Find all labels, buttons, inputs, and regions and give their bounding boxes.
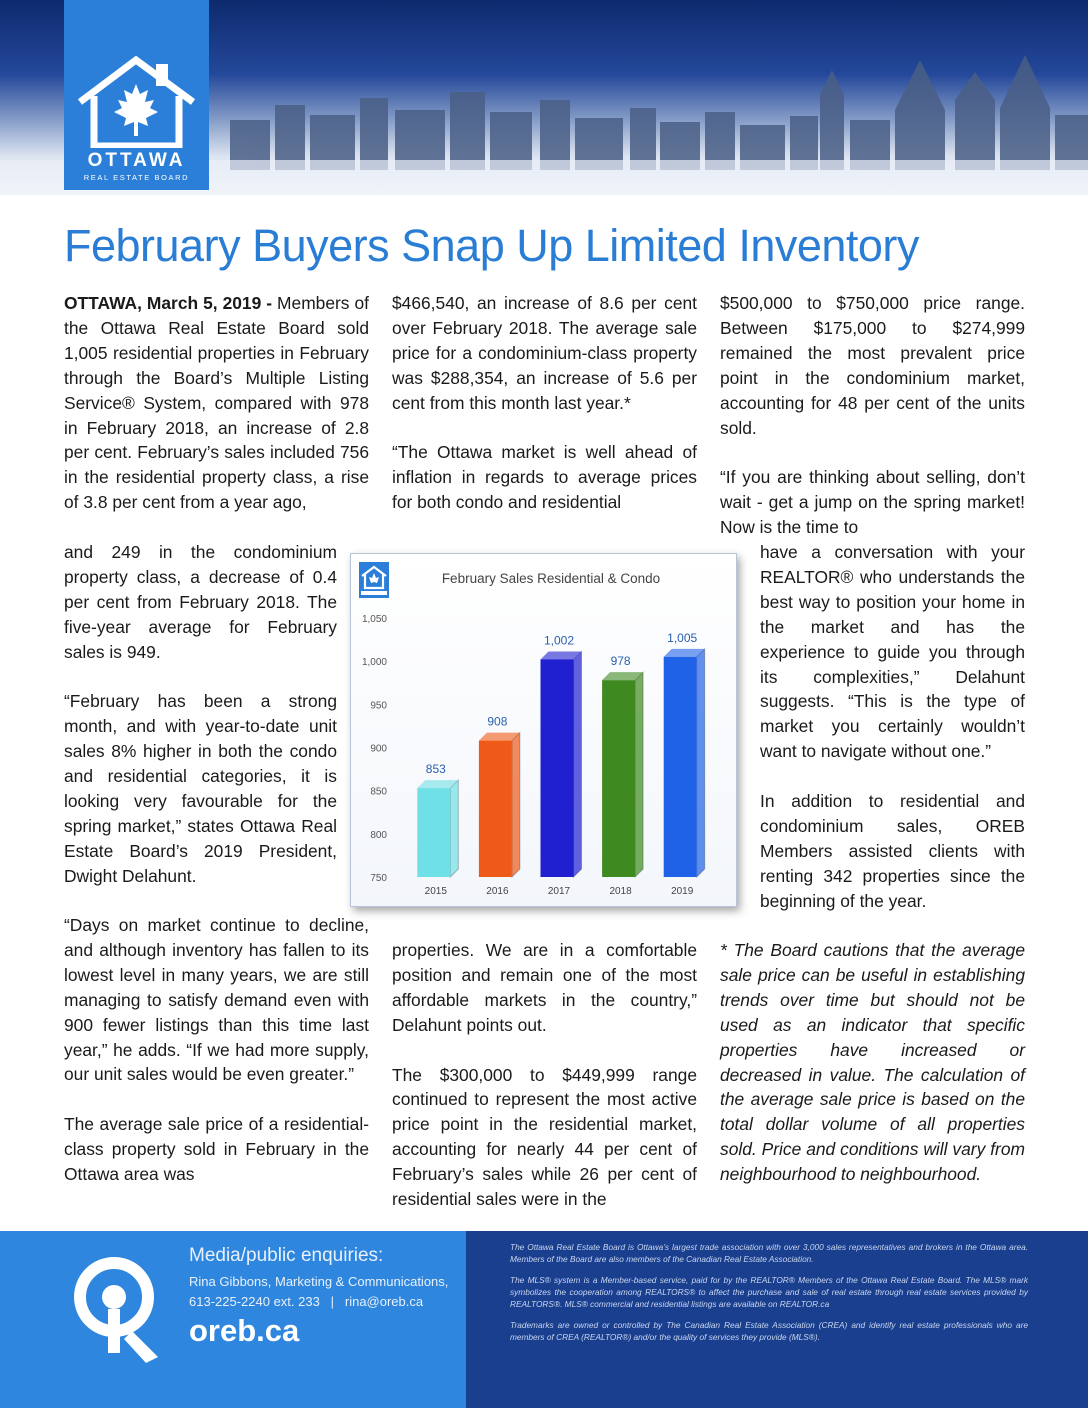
y-tick-label: 1,050 [361,614,387,625]
legal-text-3: Trademarks are owned or controlled by The Canadian Real Estate Association (CREA) and identify real estate professionals who are members of CREA (REALTOR®) and/or the quality of services they provide (MLS®). [510,1320,1028,1342]
paragraph-1-end: and 249 in the condominium property class, a decrease of 0.4 per cent from February 2018. The five-year average for February sales is 949. [64,542,337,662]
bar-2019 [664,649,705,877]
dateline: OTTAWA, March 5, 2019 - [64,293,273,313]
chart-title: February Sales Residential & Condo [441,571,661,586]
bar-2017 [541,651,582,877]
house-maple-leaf-icon [74,56,199,148]
value-label-2017: 1,002 [543,633,575,648]
contact-phone-email: 613-225-2240 ext. 233 | rina@oreb.ca [189,1294,424,1309]
x-tick-label: 2018 [609,886,632,897]
value-label-2015: 853 [425,762,446,777]
x-tick-label: 2016 [486,886,509,897]
column-2-top [392,291,697,515]
website-link[interactable]: oreb.ca [189,1313,300,1348]
paragraph-1-start: Members of the Ottawa Real Estate Board sold 1,005 residential properties in February through the Board’s Multiple Listing Service® System, compared with 978 in February 2018, an increase of 2.8 per cent. February’s sales included 756 in the residential property class, a rise of 3.8 per cent from a year ago, [64,293,369,513]
bar-2015 [417,780,458,877]
paragraph-3: “Days on market continue to decline, and although inventory has fallen to its lowest level in many years, we are still managing to satisfy demand even with 900 fewer listings than this time last year,” he adds. “If we had more supply, our unit sales would be even greater.” [64,915,369,1085]
value-label-2016: 908 [487,714,508,729]
y-tick-label: 850 [370,786,387,798]
y-tick-label: 950 [370,700,387,712]
column-1-bottom [64,913,369,1187]
column-1-top [64,291,369,515]
y-tick-label: 900 [370,743,387,755]
chart-plot [351,554,736,906]
sales-chart [350,553,737,907]
enquiries-title: Media/public enquiries: [189,1245,384,1266]
paragraph-11-disclaimer: * The Board cautions that the average sale price can be useful in establishing trends over time but should not be used as an indicator that specific properties have increased or decreased in value. The calculation of the average sale price is based on the total dollar volume of all properties sold. Price and conditions will vary from neighbourhood to neighbourhood. [720,940,1025,1185]
bar-2016 [479,733,520,877]
column-3-wrap [760,540,1025,914]
y-tick-label: 750 [370,873,387,884]
paragraph-6-start: “The Ottawa market is well ahead of inflation in regards to average prices for both condo and residential [392,442,697,513]
column-3-disclaimer [720,938,1025,1187]
y-tick-label: 1,000 [361,657,387,669]
value-label-2019: 1,005 [667,630,698,645]
oreb-logo [64,0,209,190]
headline: February Buyers Snap Up Limited Inventory [64,220,919,271]
bar-2018 [602,672,643,877]
value-label-2018: 978 [610,654,631,669]
x-tick-label: 2015 [424,886,447,897]
paragraph-8: $500,000 to $750,000 price range. Between $175,000 to $274,999 remained the most prevalent price point in the condominium market, accounting for 48 per cent of the units sold. [720,293,1025,438]
logo-subtitle: REAL ESTATE BOARD [83,173,190,182]
x-tick-label: 2017 [547,886,571,897]
paragraph-9-end: have a conversation with your REALTOR® who understands the best way to position your home in the market and has the experience to guide you through its complexities,” Delahunt suggests. “This is the type of market you certainly wouldn’t want to navigate without one.” [760,542,1025,762]
logo-name: OTTAWA [87,150,186,171]
paragraph-5: $466,540, an increase of 8.6 per cent over February 2018. The average sale price for a condominium-class property was $288,354, an increase of 5.6 per cent from this month last year.* [392,293,697,413]
column-1-wrap [64,540,337,889]
oreb-key-icon [70,1253,162,1365]
x-tick-label: 2019 [671,886,694,897]
footer [0,1231,1088,1408]
paragraph-7: The $300,000 to $449,999 range continued to represent the most active price point in the residential market, accounting for nearly 44 per cent of February’s sales while 26 per cent of residential sales were in the [392,1064,697,1210]
y-tick-label: 800 [370,829,387,841]
legal-text-1: The Ottawa Real Estate Board is Ottawa’s largest trade association with over 3,000 sales representatives and brokers in the Ottawa area. Members of the Board are also members of the Canadian Real Estate Association. [510,1242,1028,1264]
paragraph-4: The average sale price of a residential-class property sold in February in the Ottawa area was [64,1114,369,1185]
legal-text-2: The MLS® system is a Member-based service, paid for by the REALTOR® Members of the Ottawa Real Estate Board. The MLS® mark symbolizes the cooperation among REALTORS® to affect the purchase and sale of real estate through real estate services provided by REALTORS®. MLS® commercial and residential listings are available on REALTOR.ca [510,1275,1028,1309]
paragraph-10: In addition to residential and condominium sales, OREB Members assisted clients with renting 342 properties since the beginning of the year. [760,791,1025,911]
column-2-bottom [392,938,697,1212]
paragraph-9-start: “If you are thinking about selling, don’t wait - get a jump on the spring market! Now is the time to [720,467,1025,538]
contact-name: Rina Gibbons, Marketing & Communications, [189,1274,449,1289]
column-3-top [720,291,1025,540]
paragraph-6-end: properties. We are in a comfortable position and remain one of the most affordable markets in the country,” Delahunt points out. [392,940,697,1035]
paragraph-2: “February has been a strong month, and with year-to-date unit sales 8% higher in both the condo and residential categories, it is looking very favourable for the spring market,” states Ottawa Real Estate Board’s 2019 President, Dwight Delahunt. [64,691,337,886]
